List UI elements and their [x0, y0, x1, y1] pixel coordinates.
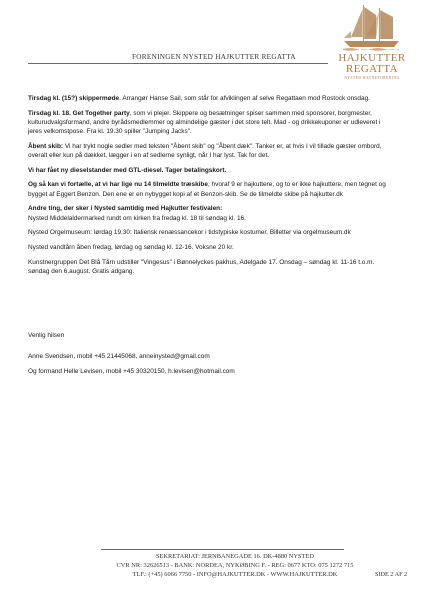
paragraph-skippermoede [28, 94, 390, 103]
paragraph-vandtaarn: Nysted vandtårn åben fredag, lørdag og søndag kl. 12-16. Voksne 20 kr. [28, 243, 234, 251]
hajkutter-regatta-logo [333, 3, 411, 89]
footer-bank: CVR NR: 32626513 - BANK: NORDEA, NYKØBING F. - REG: 0677 KTO: 075 1272 715 [116, 561, 354, 569]
footer-contact: TLF.: (+45) 6066 7750 - INFO@HAJKUTTER.DK - WWW.HAJKUTTER.DK [132, 570, 338, 578]
paragraph-kunstnergruppen: Kunstnergruppen Det Blå Tårn udstiller "Vingesus" i Bønnelyckes pakhus, Adelgade 17. Onsdag – søndag kl. 11-16 t.o.m. søndag den 6.august. Gratis adgang. [28, 258, 375, 275]
paragraph-heading: Vi har fået ny dieselstander med GTL-diesel. Tager betalingskort. [28, 166, 227, 174]
paragraph-tilmeldte-skibe [28, 180, 390, 198]
footer-address: SEKRETARIAT: JERNBANEGADE 16. DK-4880 NYSTED [155, 553, 315, 560]
page-number: SIDE 2 AF 2 [375, 571, 408, 578]
logo-line-hajkutter: HAJKUTTER [338, 52, 406, 64]
paragraph-heading: Tirsdag kl. (15?) skippermøde [28, 95, 120, 102]
footer [60, 553, 410, 579]
paragraph-get-together [28, 109, 390, 137]
logo-text [333, 53, 411, 75]
paragraph-text: Nysted Middelaldermarked rundt om kirken fra fredag kl. 18 til søndag kl. 16. [28, 214, 246, 222]
paragraph-dieselstander [28, 166, 390, 175]
paragraph-heading: Og så kan vi fortælle, at vi har lige nu 14 tilmeldte træskibe [28, 181, 208, 189]
paragraph-text: , som vi plejer. Skippere og besætninger spiser sammen med sponsorer, borgmester, kulturudvalgsformand, andre byrådsmedlemmer og almindelige gæster i det store telt. Mad - og drikkekuponer er udleveret i jeres velkomstpose. Fra kl. 19.30 spiller "Jumping Jacks". [28, 109, 381, 136]
letter-body [28, 94, 390, 376]
header-title: FORENINGEN NYSTED HAJKUTTER REGATTA [132, 53, 296, 61]
paragraph-andre-ting [28, 204, 390, 222]
paragraph-orgelmuseum: Nysted Orgelmuseum: lørdag 19.30: Italiensk renæssancekor i tidstypiske kostumer. Billetter via orgelmuseum.dk [28, 229, 351, 237]
paragraph-text: . Arrangør Hanse Sail, som står for afviklingen af selve Regattaen mod Rostock onsdag. [119, 95, 370, 102]
paragraph-heading: Andre ting, der sker i Nysted samtidig med Hajkutter festivalen: [28, 205, 223, 213]
paragraph-heading: Åbent skib: [28, 142, 64, 150]
paragraph-heading: Tirsdag kl. 18. Get Together party [28, 109, 130, 117]
signoff-sender-anne: Anne Svendsen, mobil +45 21445068, anneinysted@gmail.com [28, 353, 210, 361]
signoff-sender-helle: Og formand Helle Levisen, mobil +45 30320150, h.levisen@hotmail.com [28, 367, 235, 375]
footer-divider [101, 549, 344, 550]
paragraph-aabent-skib [28, 142, 390, 160]
paragraph-text: , hvoraf 9 er hajkuttere, og to er ikke hajkuttere, men tegnet og bygget af Eggert Benzon. Den ene er en nybygget kopi af et Benzon-skib. Se de tilmeldte skibe på hajkutter.dk [28, 181, 386, 198]
sailing-ship-icon [343, 3, 401, 53]
header-divider [28, 63, 328, 64]
logo-subtitle: NYSTED HAVNEFORENING [344, 76, 400, 80]
logo-line-regatta: REGATTA [345, 63, 399, 75]
paragraph-text: Vi har trykt nogle sedler med teksten "Åbent skib" og "Åbent dæk". Tanker er, at hvis I vil tillade gæster ombord, overalt eller kun på dækket, lægger i en af sedlerne synligt, når I har lyst. Tak for det. [28, 142, 382, 160]
signoff-greeting: Venlig hilsen [28, 332, 65, 340]
